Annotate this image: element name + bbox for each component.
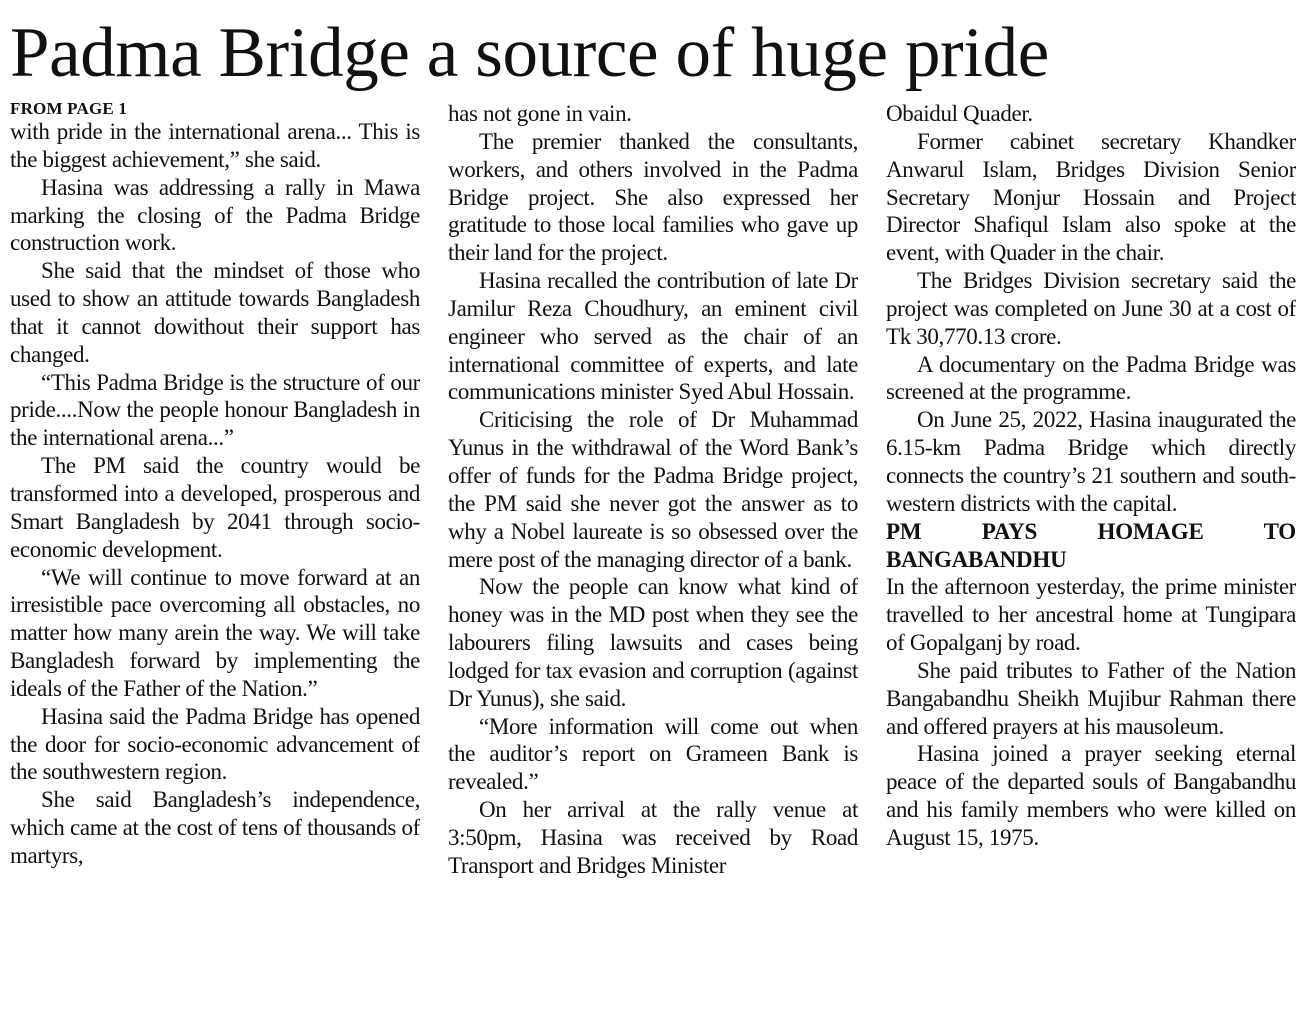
paragraph: Hasina said the Padma Bridge has opened the door for socio-economic advancement of the southwestern region.	[10, 703, 420, 785]
paragraph: Hasina was addressing a rally in Mawa marking the closing of the Padma Bridge construction work.	[10, 174, 420, 256]
column-3	[886, 100, 1296, 1020]
paragraph: The PM said the country would be transformed into a developed, prosperous and Smart Bangladesh by 2041 through socio-economic development.	[10, 453, 420, 562]
paragraph: A documentary on the Padma Bridge was screened at the programme.	[886, 351, 1296, 405]
paragraph: On June 25, 2022, Hasina inaugurated the 6.15-km Padma Bridge which directly connects the country’s 21 southern and south-western districts with the capital.	[886, 407, 1296, 516]
headline: Padma Bridge a source of huge pride	[10, 14, 1049, 92]
paragraph: “More information will come out when the auditor’s report on Grameen Bank is revealed.”	[448, 713, 858, 795]
paragraph: She said Bangladesh’s independence, which came at the cost of tens of thousands of martyrs,	[10, 787, 420, 868]
paragraph: Criticising the role of Dr Muhammad Yunus in the withdrawal of the Word Bank’s offer of funds for the Padma Bridge project, the PM said she never got the answer as to why a Nobel laureate is so obsessed over the mere post of the managing director of a bank.	[448, 407, 858, 572]
continuation-paragraph: In the afternoon yesterday, the prime minister travelled to her ancestral home at Tungipara of Gopalganj by road.	[886, 574, 1296, 656]
paragraph: Hasina recalled the contribution of late Dr Jamilur Reza Choudhury, an eminent civil engineer who served as the chair of an international committee of experts, and late communications minister Syed Abul Hossain.	[448, 268, 858, 405]
paragraph: Former cabinet secretary Khandker Anwarul Islam, Bridges Division Senior Secretary Monjur Hossain and Project Director Shafiqul Islam also spoke at the event, with Quader in the chair.	[886, 128, 1296, 266]
paragraph: “This Padma Bridge is the structure of our pride....Now the people honour Bangladesh in the international arena...”	[10, 369, 420, 451]
paragraph: She paid tributes to Father of the Nation Bangabandhu Sheikh Mujibur Rahman there and offered prayers at his mausoleum.	[886, 657, 1296, 739]
continuation-paragraph: has not gone in vain.	[448, 101, 632, 126]
column-1	[10, 100, 420, 1020]
paragraph: She said that the mindset of those who used to show an attitude towards Bangladesh that it cannot dowithout their support has changed.	[10, 258, 420, 367]
continuation-paragraph: Obaidul Quader.	[886, 101, 1033, 126]
paragraph: Now the people can know what kind of honey was in the MD post when they see the labourers filing lawsuits and cases being lodged for tax evasion and corruption (against Dr Yunus), she said.	[448, 574, 858, 711]
paragraph: The premier thanked the consultants, workers, and others involved in the Padma Bridge project. She also expressed her gratitude to those local families who gave up their land for the project.	[448, 128, 858, 266]
subheading: PM PAYS HOMAGE TO BANGABANDHU	[886, 518, 1296, 572]
paragraph: The Bridges Division secretary said the project was completed on June 30 at a cost of Tk 30,770.13 crore.	[886, 268, 1296, 349]
paragraph: “We will continue to move forward at an irresistible pace overcoming all obstacles, no matter how many arein the way. We will take Bangladesh forward by implementing the ideals of the Father of the Nation.”	[10, 564, 420, 701]
column-2	[448, 100, 858, 1020]
continuation-paragraph: with pride in the international arena... This is the biggest achievement,” she said.	[10, 119, 420, 172]
paragraph: On her arrival at the rally venue at 3:50pm, Hasina was received by Road Transport and Bridges Minister	[448, 797, 858, 878]
article-body	[0, 100, 1306, 1028]
paragraph: Hasina joined a prayer seeking eternal peace of the departed souls of Bangabandhu and his family members who were killed on August 15, 1975.	[886, 741, 1296, 850]
kicker-from-page: FROM PAGE 1	[10, 100, 128, 118]
